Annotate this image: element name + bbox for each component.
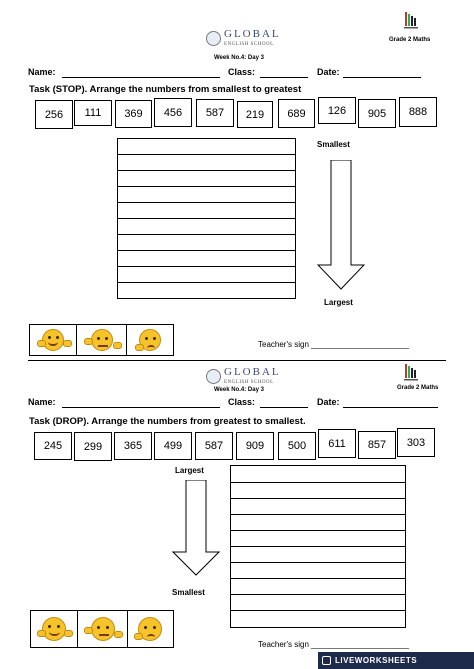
number-card[interactable]: 587 [195,432,233,460]
school-subtitle: ENGLISH SCHOOL [224,42,274,47]
smallest-label: Smallest [172,588,205,597]
school-name: GLOBAL [224,366,281,378]
class-field[interactable] [260,407,308,408]
name-field[interactable] [62,407,220,408]
task-title: Task (STOP). Arrange the numbers from smallest to greatest [29,84,302,95]
number-card[interactable]: 456 [154,98,192,127]
week-label: Week No.4: Day 3 [214,55,264,61]
name-label: Name: [28,67,56,77]
class-label: Class: [228,67,256,77]
task-title: Task (DROP). Arrange the numbers from greatest to smallest. [29,416,306,427]
number-card[interactable]: 369 [115,100,152,128]
school-crest-icon [206,31,221,46]
footer-brand: LIVEWORKSHEETS [335,656,418,665]
thinking-emoji-icon[interactable] [127,325,173,355]
number-card[interactable]: 365 [114,432,152,460]
number-card[interactable]: 245 [34,432,72,460]
school-crest-icon [206,369,221,384]
number-card[interactable]: 500 [278,432,316,460]
answer-box[interactable] [230,465,406,628]
number-card[interactable]: 499 [154,432,192,460]
answer-box[interactable] [117,138,296,299]
arrow-down-icon [317,160,365,290]
week-label: Week No.4: Day 3 [214,387,264,393]
name-field[interactable] [62,77,220,78]
neutral-emoji-icon[interactable] [78,611,127,647]
liveworksheets-logo-icon [322,656,331,665]
smallest-label: Smallest [317,140,350,149]
thinking-emoji-icon[interactable] [128,611,173,647]
worksheet-section-2 [0,362,474,652]
happy-emoji-icon[interactable] [30,325,77,355]
number-card[interactable]: 611 [318,429,356,458]
number-card[interactable]: 126 [318,97,356,124]
number-card[interactable]: 905 [358,99,396,128]
largest-label: Largest [175,466,204,475]
section-divider [28,360,446,361]
feedback-emoji-strip [29,324,174,356]
date-label: Date: [317,397,340,407]
school-subtitle: ENGLISH SCHOOL [224,380,274,385]
liveworksheets-footer[interactable] [318,652,474,669]
ministry-logo-icon [404,10,418,30]
number-card[interactable]: 111 [74,100,112,126]
class-field[interactable] [260,77,308,78]
feedback-emoji-strip [30,610,174,648]
name-label: Name: [28,397,56,407]
number-card[interactable]: 303 [397,428,435,457]
number-card[interactable]: 299 [74,432,112,461]
number-card[interactable]: 888 [399,97,437,127]
number-card[interactable]: 689 [278,99,315,128]
date-field[interactable] [343,407,438,408]
teacher-sign: Teacher's sign ______________________ [258,340,409,349]
number-card[interactable]: 219 [237,101,273,128]
ministry-logo-icon [404,362,418,382]
largest-label: Largest [324,298,353,307]
number-card[interactable]: 857 [358,431,396,459]
number-card[interactable]: 587 [196,99,234,127]
arrow-down-icon [172,480,220,576]
grade-label: Grade 2 Maths [397,385,439,391]
school-name: GLOBAL [224,28,281,40]
class-label: Class: [228,397,256,407]
date-field[interactable] [343,77,421,78]
number-card[interactable]: 256 [35,100,73,129]
date-label: Date: [317,67,340,77]
teacher-sign: Teacher's sign ______________________ [258,640,409,649]
neutral-emoji-icon[interactable] [77,325,126,355]
number-card[interactable]: 909 [236,432,274,460]
grade-label: Grade 2 Maths [389,37,431,43]
happy-emoji-icon[interactable] [31,611,78,647]
